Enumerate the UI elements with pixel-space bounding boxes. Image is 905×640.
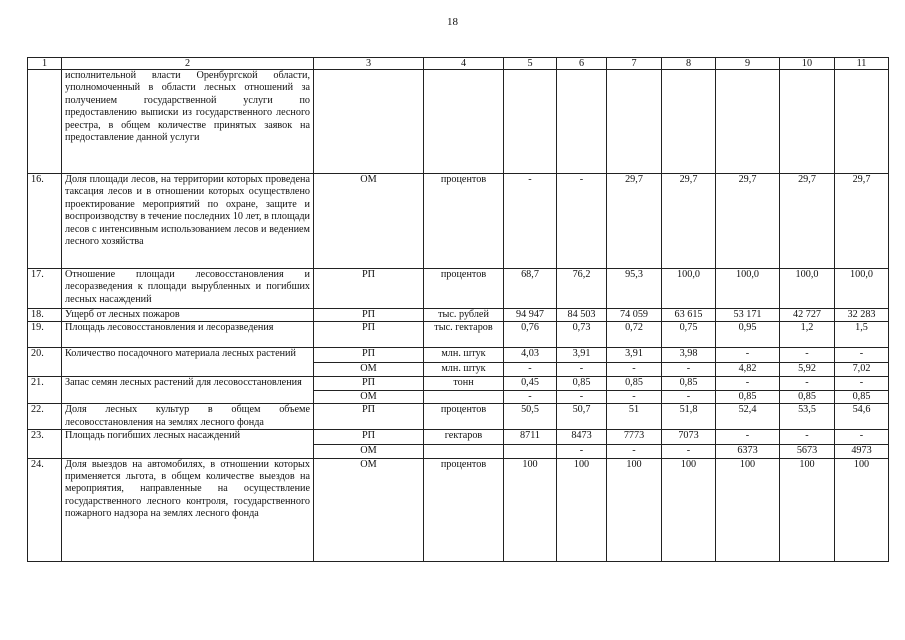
header-cell: 3: [314, 58, 424, 70]
value-cell: -: [835, 430, 889, 445]
value-cell: 29,7: [835, 174, 889, 269]
value-cell: 94 947: [504, 309, 557, 322]
value-cell: 7,02: [835, 363, 889, 376]
value-cell: -: [662, 390, 716, 403]
value-cell: 29,7: [607, 174, 662, 269]
value-cell: -: [557, 390, 607, 403]
indicator-name: Количество посадочного материала лесных растений: [62, 348, 314, 376]
value-cell: [504, 445, 557, 458]
value-cell: 0,85: [780, 390, 835, 403]
header-cell: 9: [716, 58, 780, 70]
value-cell: 0,85: [557, 376, 607, 390]
value-cell: 100,0: [835, 269, 889, 309]
unit-of-measure: млн. штук: [424, 348, 504, 363]
row-number: 16.: [28, 174, 62, 269]
value-cell: 6373: [716, 445, 780, 458]
indicator-name: Доля площади лесов, на территории которых проведена таксация лесов и в отношении которых осуществлено проектирование мероприятий по охране, защите и воспроизводству в течение последних 10 лет, в площади лесов с интенсивным использованием лесов и ведением лесного хозяйства: [62, 174, 314, 269]
row-number: 22.: [28, 404, 62, 430]
value-cell: -: [607, 445, 662, 458]
value-cell: 0,85: [716, 390, 780, 403]
header-cell: 4: [424, 58, 504, 70]
unit-of-measure: процентов: [424, 458, 504, 561]
value-cell: -: [662, 445, 716, 458]
row-number: 19.: [28, 322, 62, 348]
value-cell: 100: [780, 458, 835, 561]
value-cell: 3,91: [607, 348, 662, 363]
header-row: [28, 58, 889, 70]
value-cell: 4973: [835, 445, 889, 458]
indicator-name: Запас семян лесных растений для лесовосстановления: [62, 376, 314, 403]
value-cell: 29,7: [716, 174, 780, 269]
indicator-type: ОМ: [314, 445, 424, 458]
value-cell: [504, 70, 557, 174]
value-cell: -: [557, 445, 607, 458]
value-cell: 100: [716, 458, 780, 561]
unit-of-measure: млн. штук: [424, 363, 504, 376]
value-cell: 100,0: [662, 269, 716, 309]
value-cell: 100: [835, 458, 889, 561]
indicator-name: Ущерб от лесных пожаров: [62, 309, 314, 322]
indicator-type: ОМ: [314, 363, 424, 376]
row-number: 21.: [28, 376, 62, 403]
value-cell: 7773: [607, 430, 662, 445]
value-cell: 1,5: [835, 322, 889, 348]
value-cell: 52,4: [716, 404, 780, 430]
row-number: 20.: [28, 348, 62, 376]
indicator-type: РП: [314, 404, 424, 430]
value-cell: 8473: [557, 430, 607, 445]
table-row: [28, 269, 889, 309]
value-cell: 0,45: [504, 376, 557, 390]
value-cell: 0,85: [607, 376, 662, 390]
value-cell: [607, 70, 662, 174]
value-cell: [557, 70, 607, 174]
value-cell: -: [780, 348, 835, 363]
table-row: [28, 70, 889, 174]
value-cell: 29,7: [662, 174, 716, 269]
indicator-type: ОМ: [314, 174, 424, 269]
unit-of-measure: процентов: [424, 404, 504, 430]
value-cell: 4,03: [504, 348, 557, 363]
indicator-type: ОМ: [314, 390, 424, 403]
header-cell: 7: [607, 58, 662, 70]
value-cell: 100,0: [716, 269, 780, 309]
table-row: [28, 309, 889, 322]
row-number: 18.: [28, 309, 62, 322]
indicator-type: РП: [314, 430, 424, 445]
value-cell: [835, 70, 889, 174]
header-cell: 5: [504, 58, 557, 70]
value-cell: 5,92: [780, 363, 835, 376]
value-cell: 84 503: [557, 309, 607, 322]
table-row: [28, 430, 889, 445]
unit-of-measure: [424, 390, 504, 403]
value-cell: 51: [607, 404, 662, 430]
value-cell: [780, 70, 835, 174]
value-cell: 5673: [780, 445, 835, 458]
value-cell: -: [607, 390, 662, 403]
value-cell: 76,2: [557, 269, 607, 309]
unit-of-measure: процентов: [424, 174, 504, 269]
indicator-type: РП: [314, 269, 424, 309]
value-cell: -: [835, 376, 889, 390]
value-cell: -: [504, 174, 557, 269]
value-cell: 50,7: [557, 404, 607, 430]
indicators-table: [27, 57, 889, 562]
table-row: [28, 322, 889, 348]
value-cell: [662, 70, 716, 174]
value-cell: -: [662, 363, 716, 376]
value-cell: 7073: [662, 430, 716, 445]
unit-of-measure: тыс. гектаров: [424, 322, 504, 348]
value-cell: 50,5: [504, 404, 557, 430]
indicator-name: Площадь лесовосстановления и лесоразведения: [62, 322, 314, 348]
value-cell: 100: [504, 458, 557, 561]
row-number: [28, 70, 62, 174]
row-number: 23.: [28, 430, 62, 458]
value-cell: 0,85: [835, 390, 889, 403]
indicator-type: ОМ: [314, 458, 424, 561]
indicator-name: Доля выездов на автомобилях, в отношении которых применяется льгота, в общем количестве выездов на мероприятия, направленные на осуществление государственного лесного контроля, государственного пожарного надзора на землях лесного фонда: [62, 458, 314, 561]
indicator-type: РП: [314, 348, 424, 363]
value-cell: 100: [662, 458, 716, 561]
unit-of-measure: тонн: [424, 376, 504, 390]
value-cell: 0,72: [607, 322, 662, 348]
row-number: 24.: [28, 458, 62, 561]
value-cell: [716, 70, 780, 174]
value-cell: 0,73: [557, 322, 607, 348]
indicator-name: Площадь погибших лесных насаждений: [62, 430, 314, 458]
indicator-type: РП: [314, 376, 424, 390]
value-cell: -: [835, 348, 889, 363]
value-cell: 32 283: [835, 309, 889, 322]
value-cell: -: [716, 430, 780, 445]
header-cell: 8: [662, 58, 716, 70]
value-cell: -: [557, 174, 607, 269]
value-cell: 1,2: [780, 322, 835, 348]
indicator-type: [314, 70, 424, 174]
row-number: 17.: [28, 269, 62, 309]
value-cell: 0,76: [504, 322, 557, 348]
indicator-name: Отношение площади лесовосстановления и лесоразведения к площади вырубленных и погибших лесных насаждений: [62, 269, 314, 309]
value-cell: 53 171: [716, 309, 780, 322]
value-cell: 8711: [504, 430, 557, 445]
table-row: [28, 404, 889, 430]
value-cell: -: [607, 363, 662, 376]
unit-of-measure: [424, 70, 504, 174]
indicator-type: РП: [314, 309, 424, 322]
value-cell: 68,7: [504, 269, 557, 309]
value-cell: 53,5: [780, 404, 835, 430]
table-row: [28, 376, 889, 390]
header-cell: 6: [557, 58, 607, 70]
value-cell: 4,82: [716, 363, 780, 376]
value-cell: 3,91: [557, 348, 607, 363]
value-cell: 74 059: [607, 309, 662, 322]
table-row: [28, 348, 889, 363]
value-cell: 100,0: [780, 269, 835, 309]
indicator-name: исполнительной власти Оренбургской области, уполномоченный в области лесных отношений за получением государственной услуги по предоставлению выписки из государственного лесного реестра, в общем количестве принятых заявок на предоставление данной услуги: [62, 70, 314, 174]
indicator-type: РП: [314, 322, 424, 348]
table-row: [28, 458, 889, 561]
header-cell: 1: [28, 58, 62, 70]
value-cell: 0,75: [662, 322, 716, 348]
unit-of-measure: тыс. рублей: [424, 309, 504, 322]
value-cell: 0,85: [662, 376, 716, 390]
indicator-name: Доля лесных культур в общем объеме лесовосстановления на землях лесного фонда: [62, 404, 314, 430]
value-cell: -: [716, 348, 780, 363]
unit-of-measure: [424, 445, 504, 458]
value-cell: -: [780, 376, 835, 390]
value-cell: 95,3: [607, 269, 662, 309]
value-cell: 29,7: [780, 174, 835, 269]
header-cell: 2: [62, 58, 314, 70]
value-cell: 51,8: [662, 404, 716, 430]
value-cell: 100: [607, 458, 662, 561]
value-cell: -: [557, 363, 607, 376]
unit-of-measure: гектаров: [424, 430, 504, 445]
value-cell: -: [716, 376, 780, 390]
value-cell: 54,6: [835, 404, 889, 430]
value-cell: -: [504, 390, 557, 403]
page-number: 18: [447, 16, 458, 28]
header-cell: 10: [780, 58, 835, 70]
value-cell: -: [780, 430, 835, 445]
value-cell: 42 727: [780, 309, 835, 322]
value-cell: 100: [557, 458, 607, 561]
table-row: [28, 174, 889, 269]
value-cell: 3,98: [662, 348, 716, 363]
table-body: [28, 58, 889, 562]
value-cell: 63 615: [662, 309, 716, 322]
header-cell: 11: [835, 58, 889, 70]
value-cell: 0,95: [716, 322, 780, 348]
unit-of-measure: процентов: [424, 269, 504, 309]
value-cell: -: [504, 363, 557, 376]
